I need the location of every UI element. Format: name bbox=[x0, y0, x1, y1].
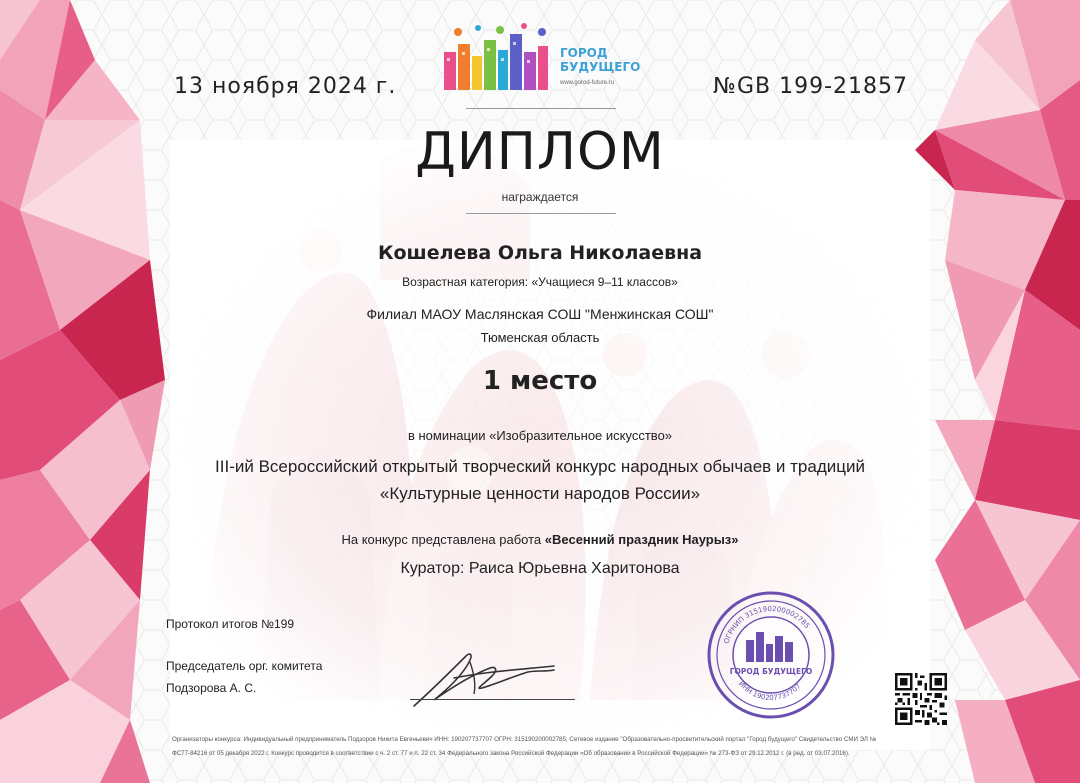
signature-line bbox=[410, 699, 575, 700]
stamp-ogrnip: ОГРНИП 315190200002785 bbox=[722, 604, 812, 645]
qr-code bbox=[895, 673, 947, 725]
submitted-work bbox=[0, 532, 1080, 547]
chairman-title: Председатель орг. комитета bbox=[166, 659, 323, 673]
stamp-inn: ИНН 190207737707 bbox=[737, 679, 803, 703]
nomination: в номинации «Изобразительное искусство» bbox=[407, 428, 673, 443]
logo-text bbox=[560, 46, 640, 74]
recipient-name: Кошелева Ольга Николаевна bbox=[377, 242, 703, 264]
issue-date: 13 ноября 2024 г. bbox=[174, 74, 397, 99]
logo-text-line1: ГОРОД bbox=[560, 46, 608, 60]
submitted-work-prefix: На конкурс представлена работа bbox=[341, 532, 542, 547]
protocol-number: Протокол итогов №199 bbox=[166, 617, 295, 631]
stamp-center-text: ГОРОД БУДУЩЕГО bbox=[729, 667, 813, 676]
curator: Куратор: Раиса Юрьевна Харитонова bbox=[400, 560, 680, 577]
chairman-name: Подзорова А. С. bbox=[166, 681, 257, 695]
title-bottom-divider bbox=[466, 213, 616, 214]
place-award: 1 место bbox=[482, 366, 598, 396]
logo-url: www.gorod-future.ru bbox=[560, 80, 615, 86]
age-category: Возрастная категория: «Учащиеся 9–11 классов» bbox=[402, 275, 678, 289]
diploma-number: №GB 199-21857 bbox=[713, 74, 908, 99]
footer-legal: ФС77-84216 от 05 декабря 2022 г. Конкурс проводится в соответствии с ч. 2 ст. 77 и п. 22 ст. 34 Федерального закона Российской Федерации «Об образовании в Российской Федерации» № 273-ФЗ от 29.12.2012 г. (в ред. от 03.07.2016). bbox=[172, 750, 850, 757]
footer-organizers: Организаторы конкурса: Индивидуальный предприниматель Подзоров Никита Евгеньевич ИНН: 190207737707 ОГРН: 315190200002785; Сетевое издание "Образовательно-просветительский портал "Город будущего" Свидетельство СМИ ЭЛ № bbox=[172, 736, 877, 743]
submitted-work-title: «Весенний праздник Наурыз» bbox=[544, 532, 739, 547]
logo-text-line2: БУДУЩЕГО bbox=[560, 60, 641, 74]
awarded-label: награждается bbox=[501, 190, 579, 204]
school-name: Филиал МАОУ Маслянская СОШ "Менжинская СОШ" bbox=[366, 306, 714, 322]
title-top-divider bbox=[466, 108, 616, 109]
organization-stamp bbox=[706, 590, 836, 720]
diploma-title: ДИПЛОМ bbox=[415, 122, 665, 182]
region: Тюменская область bbox=[480, 330, 600, 345]
contest-name: III-ий Всероссийский открытый творческий конкурс народных обычаев и традиций «Культурные ценности народов России» bbox=[215, 457, 865, 503]
chairman-signature bbox=[404, 648, 584, 712]
